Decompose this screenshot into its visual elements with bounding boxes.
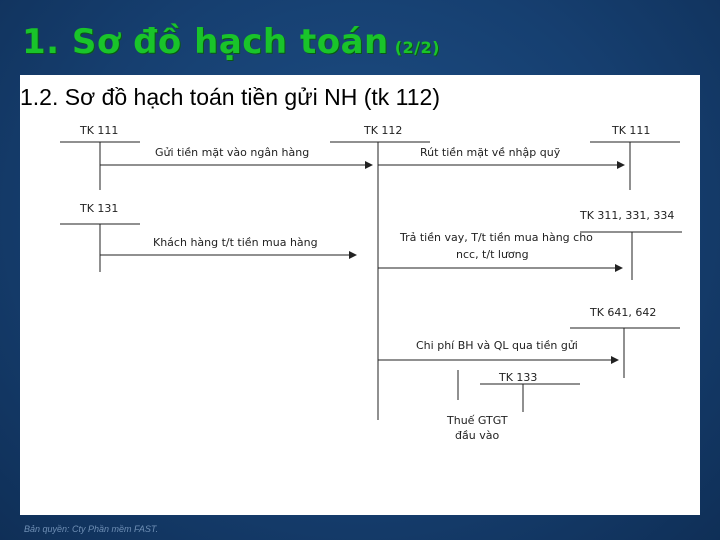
tk112-label: TK 112 <box>364 124 403 137</box>
vat-text-line1: Thuế GTGT <box>447 414 508 427</box>
slide-title-text: 1. Sơ đồ hạch toán <box>22 22 389 62</box>
expenses-text: Chi phí BH và QL qua tiền gửi <box>416 339 578 352</box>
withdraw-cash-text: Rút tiền mặt về nhập quỹ <box>420 146 561 159</box>
tk641-label: TK 641, 642 <box>590 306 657 319</box>
slide-title-suffix: (2/2) <box>394 38 440 57</box>
tk311-label: TK 311, 331, 334 <box>580 209 675 222</box>
pay-suppliers-text-line1: Trả tiền vay, T/t tiền mua hàng cho <box>400 231 593 244</box>
vat-text-line2: đầu vào <box>455 429 500 442</box>
tk111-right-label: TK 111 <box>612 124 651 137</box>
tk133-label: TK 133 <box>499 371 538 384</box>
tk111-left-label: TK 111 <box>80 124 119 137</box>
pay-suppliers-text-line2: ncc, t/t lương <box>456 248 529 261</box>
slide-subtitle: 1.2. Sơ đồ hạch toán tiền gửi NH (tk 112) <box>20 84 440 110</box>
deposit-cash-text: Gửi tiền mặt vào ngân hàng <box>155 146 310 159</box>
customer-payment-text: Khách hàng t/t tiền mua hàng <box>153 236 318 249</box>
copyright-footer: Bản quyền: Cty Phần mềm FAST. <box>24 524 159 534</box>
tk131-label: TK 131 <box>80 202 119 215</box>
